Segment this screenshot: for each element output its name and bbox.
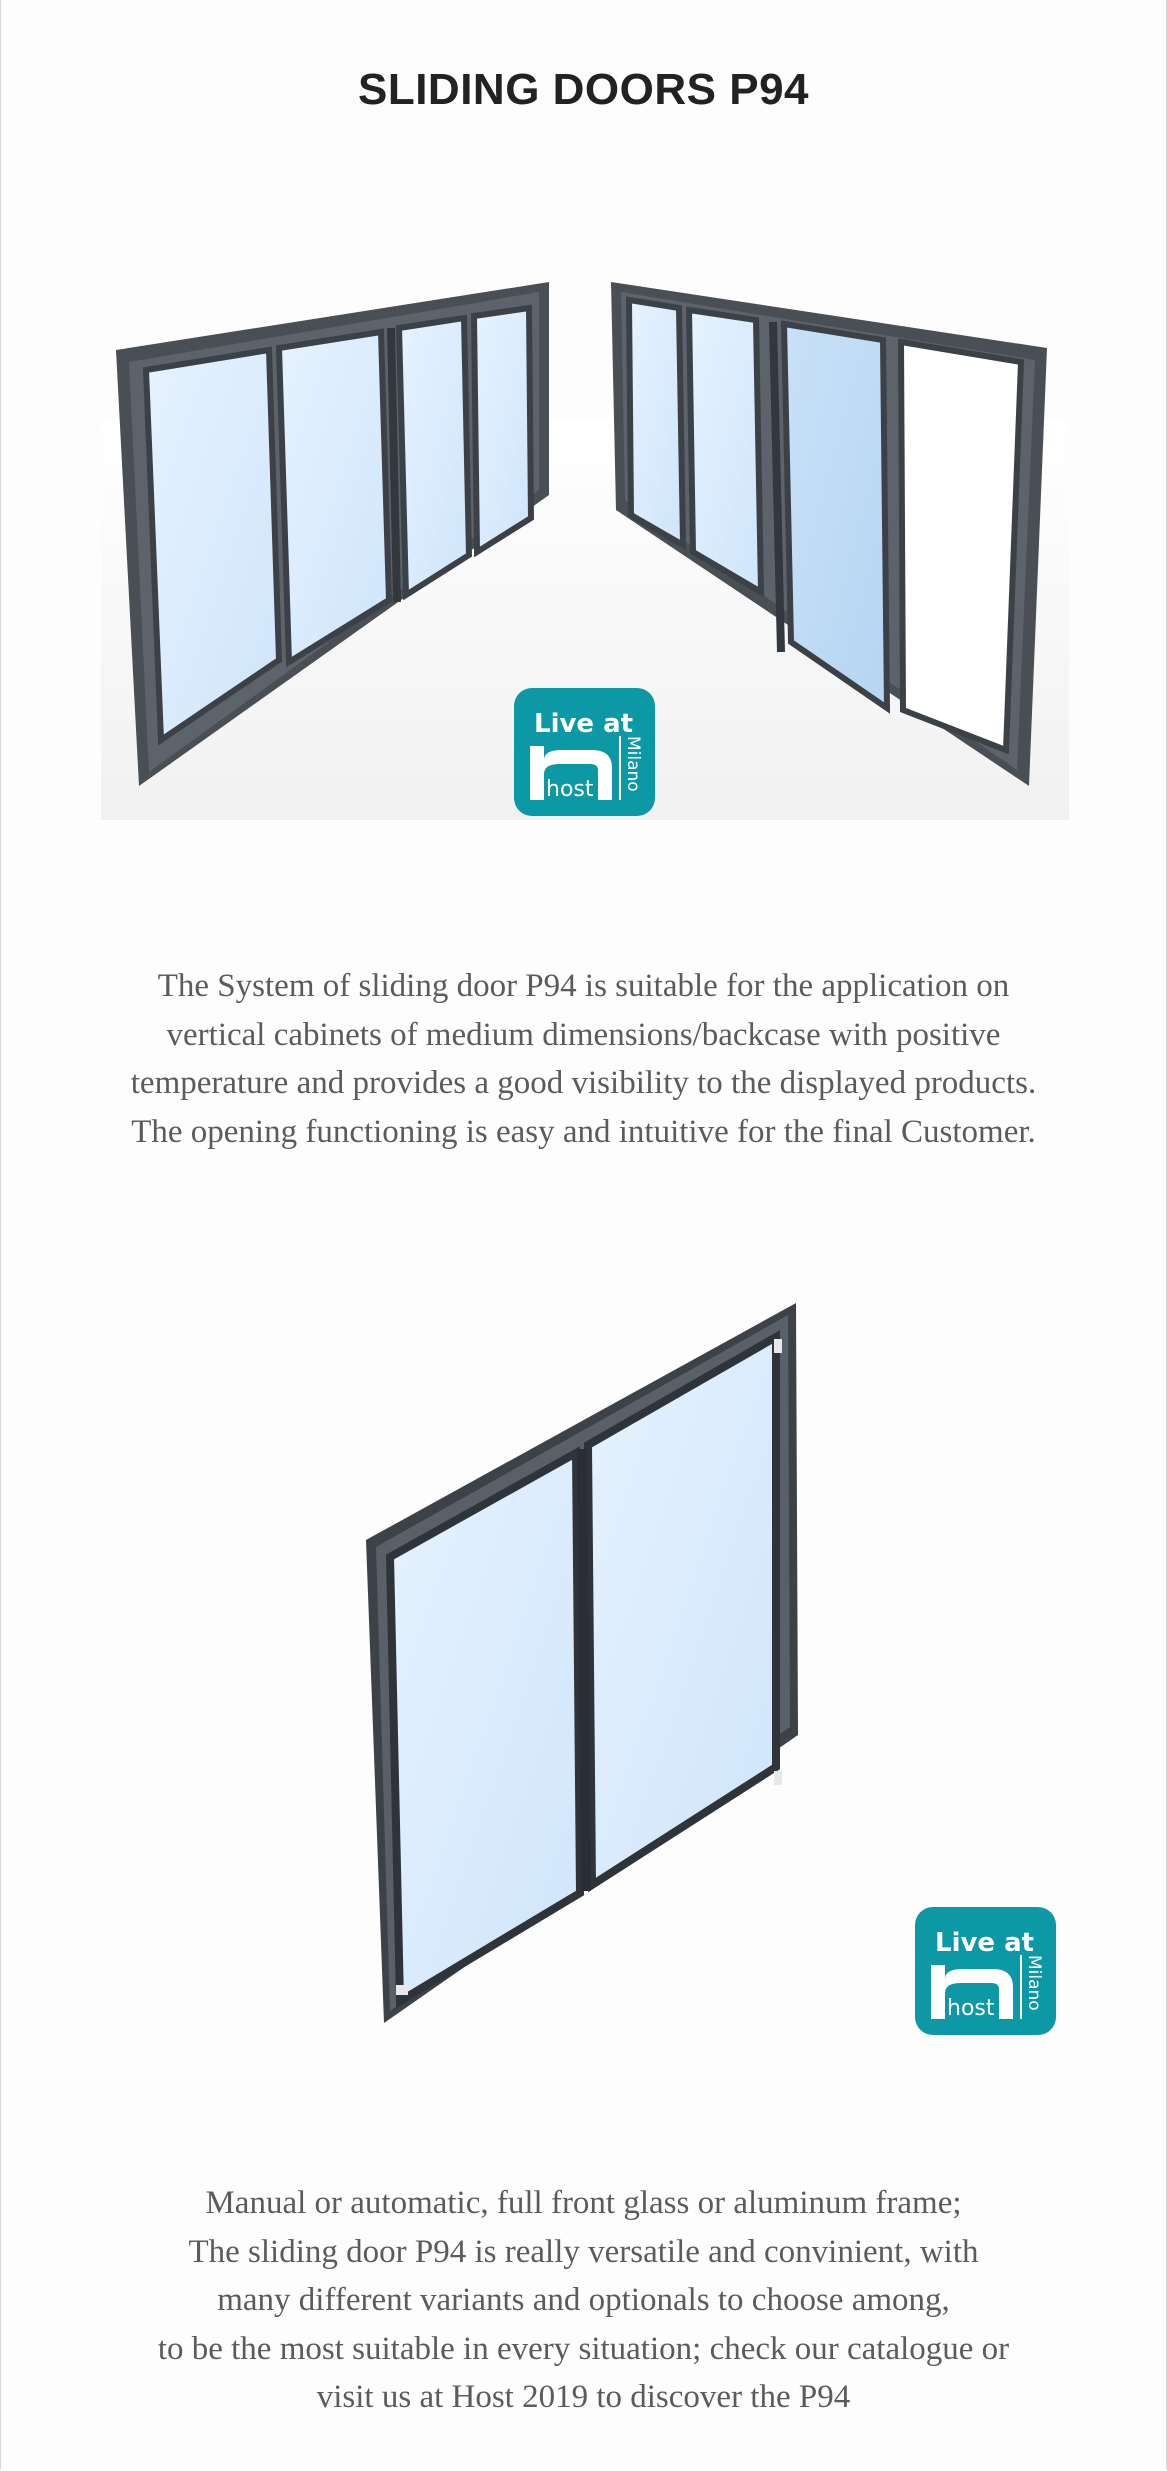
badge-host-text: host <box>947 1996 995 2021</box>
badge-live-at-text: Live at <box>935 1928 1035 1958</box>
intro-paragraph <box>61 962 1106 1156</box>
details-line: Manual or automatic, full front glass or aluminum frame; <box>205 2185 962 2221</box>
live-at-host-milano-badge <box>915 1907 1056 2035</box>
details-paragraph <box>61 2179 1106 2422</box>
details-line: many different variants and optionals to choose among, <box>217 2282 950 2318</box>
intro-line: vertical cabinets of medium dimensions/backcase with positive <box>166 1016 1001 1053</box>
details-line: The sliding door P94 is really versatile and convinient, with <box>188 2233 979 2270</box>
intro-line: The opening functioning is easy and intuitive for the final Customer. <box>131 1113 1036 1150</box>
badge-live-at-text: Live at <box>534 709 634 739</box>
badge-city-text: Milano <box>1024 1955 1044 2011</box>
details-line: to be the most suitable in every situation; check our catalogue or <box>157 2330 1010 2367</box>
sliding-door-single-image <box>356 1295 816 2035</box>
intro-line: temperature and provides a good visibility to the displayed products. <box>130 1065 1037 1101</box>
details-line: visit us at Host 2019 to discover the P94 <box>316 2379 851 2415</box>
live-at-host-milano-badge <box>514 688 655 816</box>
badge-city-text: Milano <box>623 736 643 792</box>
intro-line: The System of sliding door P94 is suitable for the application on <box>157 968 1010 1004</box>
page-title: SLIDING DOORS P94 <box>357 65 810 115</box>
badge-host-text: host <box>546 777 594 802</box>
